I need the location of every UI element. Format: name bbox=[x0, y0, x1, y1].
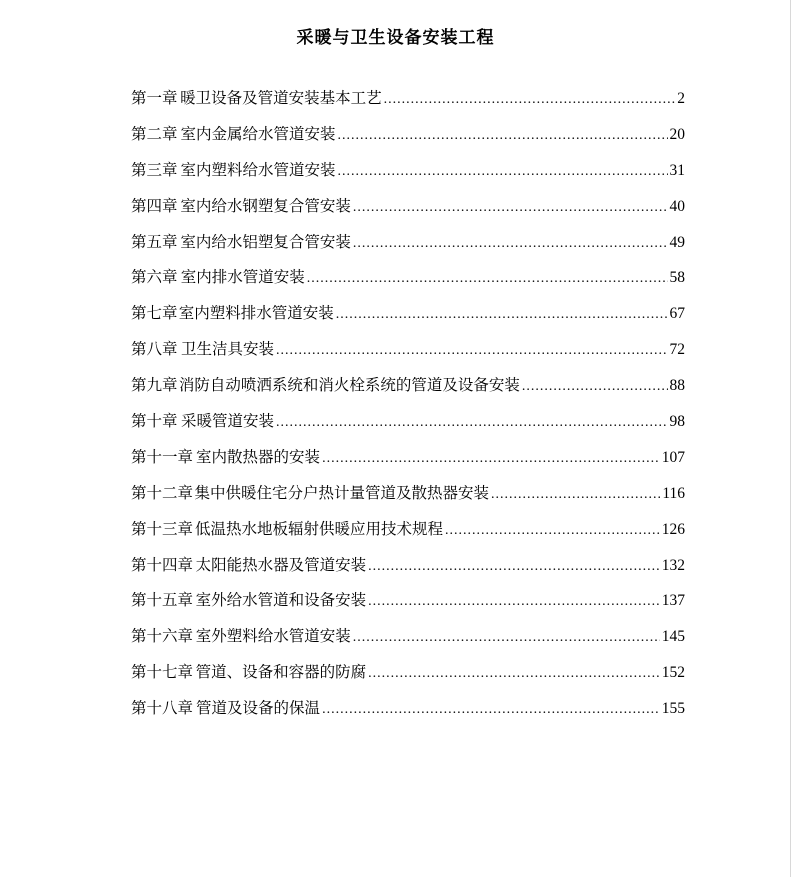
table-of-contents bbox=[131, 86, 685, 732]
toc-entry-6[interactable] bbox=[131, 265, 685, 301]
toc-chapter-title: 室外给水管道和设备安装 bbox=[195, 591, 367, 610]
toc-chapter-title: 卫生洁具安装 bbox=[181, 340, 275, 359]
toc-dot-leader bbox=[337, 124, 667, 148]
toc-dot-leader bbox=[353, 232, 668, 256]
toc-entry-17[interactable] bbox=[131, 660, 685, 696]
toc-chapter-number: 第十六章 bbox=[131, 627, 194, 646]
toc-page-number: 132 bbox=[661, 556, 685, 574]
toc-page-number: 155 bbox=[661, 700, 685, 718]
toc-dot-leader bbox=[368, 555, 660, 579]
toc-chapter-number: 第九章 bbox=[131, 376, 178, 395]
toc-dot-leader bbox=[276, 411, 667, 435]
toc-entry-4[interactable] bbox=[131, 194, 685, 230]
toc-page-number: 72 bbox=[669, 341, 685, 359]
toc-chapter-title: 采暖管道安装 bbox=[181, 412, 275, 431]
toc-chapter-title: 室内塑料给水管道安装 bbox=[180, 160, 336, 179]
toc-entry-12[interactable] bbox=[131, 481, 685, 517]
toc-page-number: 49 bbox=[669, 233, 685, 251]
toc-entry-5[interactable] bbox=[131, 230, 685, 266]
toc-chapter-title: 室内塑料排水管道安装 bbox=[178, 304, 334, 323]
toc-page-number: 20 bbox=[669, 125, 685, 143]
toc-entry-10[interactable] bbox=[131, 409, 685, 445]
toc-chapter-number: 第十三章 bbox=[131, 519, 194, 538]
toc-chapter-number: 第十四章 bbox=[131, 555, 194, 574]
toc-page-number: 58 bbox=[669, 269, 685, 287]
toc-chapter-number: 第十二章 bbox=[131, 483, 194, 502]
toc-chapter-title: 低温热水地板辐射供暖应用技术规程 bbox=[194, 519, 443, 538]
toc-page-number: 88 bbox=[669, 377, 685, 395]
toc-chapter-number: 第五章 bbox=[131, 232, 178, 251]
toc-page-number: 145 bbox=[661, 628, 685, 646]
toc-entry-8[interactable] bbox=[131, 337, 685, 373]
toc-chapter-number: 第一章 bbox=[131, 89, 178, 107]
toc-page-number: 2 bbox=[677, 90, 685, 107]
toc-dot-leader bbox=[384, 88, 676, 112]
toc-dot-leader bbox=[522, 375, 668, 399]
toc-dot-leader bbox=[337, 160, 667, 184]
toc-entry-14[interactable] bbox=[131, 553, 685, 589]
toc-dot-leader bbox=[353, 626, 660, 650]
toc-chapter-title: 消防自动喷洒系统和消火栓系统的管道及设备安装 bbox=[178, 376, 520, 395]
toc-entry-1[interactable] bbox=[131, 86, 685, 122]
toc-chapter-number: 第二章 bbox=[131, 124, 178, 143]
toc-dot-leader bbox=[491, 483, 660, 507]
toc-dot-leader bbox=[445, 519, 660, 543]
toc-chapter-number: 第十五章 bbox=[131, 591, 194, 610]
toc-chapter-title: 室内散热器的安装 bbox=[196, 447, 321, 466]
toc-entry-15[interactable] bbox=[131, 588, 685, 624]
toc-chapter-title: 室内给水钢塑复合管安装 bbox=[180, 196, 351, 215]
toc-dot-leader bbox=[276, 339, 667, 363]
toc-page-number: 152 bbox=[661, 664, 685, 682]
toc-dot-leader bbox=[336, 303, 668, 327]
toc-chapter-title: 室内金属给水管道安装 bbox=[180, 124, 336, 143]
toc-chapter-title: 室外塑料给水管道安装 bbox=[195, 627, 351, 646]
toc-page-number: 126 bbox=[661, 520, 685, 538]
toc-entry-3[interactable] bbox=[131, 158, 685, 194]
toc-entry-18[interactable] bbox=[131, 696, 685, 732]
toc-page-number: 98 bbox=[669, 413, 685, 431]
toc-chapter-number: 第六章 bbox=[131, 268, 178, 287]
toc-dot-leader bbox=[368, 662, 660, 686]
toc-chapter-title: 集中供暖住宅分户热计量管道及散热器安装 bbox=[194, 483, 490, 502]
toc-chapter-number: 第十一章 bbox=[131, 447, 194, 466]
toc-chapter-number: 第三章 bbox=[131, 160, 178, 179]
toc-chapter-title: 管道及设备的保温 bbox=[196, 699, 321, 718]
toc-entry-11[interactable] bbox=[131, 445, 685, 481]
toc-dot-leader bbox=[307, 267, 668, 291]
toc-chapter-number: 第七章 bbox=[131, 304, 178, 323]
toc-chapter-number: 第四章 bbox=[131, 196, 178, 215]
document-title: 采暖与卫生设备安装工程 bbox=[296, 28, 495, 48]
toc-entry-13[interactable] bbox=[131, 517, 685, 553]
toc-dot-leader bbox=[322, 447, 660, 471]
toc-chapter-title: 室内给水铝塑复合管安装 bbox=[180, 232, 351, 251]
toc-entry-7[interactable] bbox=[131, 301, 685, 337]
toc-page-number: 116 bbox=[662, 484, 685, 502]
toc-chapter-number: 第十八章 bbox=[131, 699, 194, 718]
toc-dot-leader bbox=[368, 590, 660, 614]
toc-page-number: 107 bbox=[661, 448, 685, 466]
toc-entry-2[interactable] bbox=[131, 122, 685, 158]
toc-page-number: 40 bbox=[669, 197, 685, 215]
toc-entry-16[interactable] bbox=[131, 624, 685, 660]
toc-chapter-number: 第八章 bbox=[131, 340, 178, 359]
toc-page-number: 31 bbox=[669, 161, 685, 179]
toc-entry-9[interactable] bbox=[131, 373, 685, 409]
toc-dot-leader bbox=[322, 698, 660, 722]
toc-page-number: 137 bbox=[661, 592, 685, 610]
toc-chapter-title: 暖卫设备及管道安装基本工艺 bbox=[180, 89, 382, 107]
toc-chapter-title: 室内排水管道安装 bbox=[180, 268, 305, 287]
toc-chapter-title: 太阳能热水器及管道安装 bbox=[195, 555, 367, 574]
toc-dot-leader bbox=[353, 196, 668, 220]
toc-page-number: 67 bbox=[669, 305, 685, 323]
toc-chapter-number: 第十七章 bbox=[131, 663, 194, 682]
toc-chapter-number: 第十章 bbox=[131, 412, 178, 431]
toc-chapter-title: 管道、设备和容器的防腐 bbox=[195, 663, 367, 682]
